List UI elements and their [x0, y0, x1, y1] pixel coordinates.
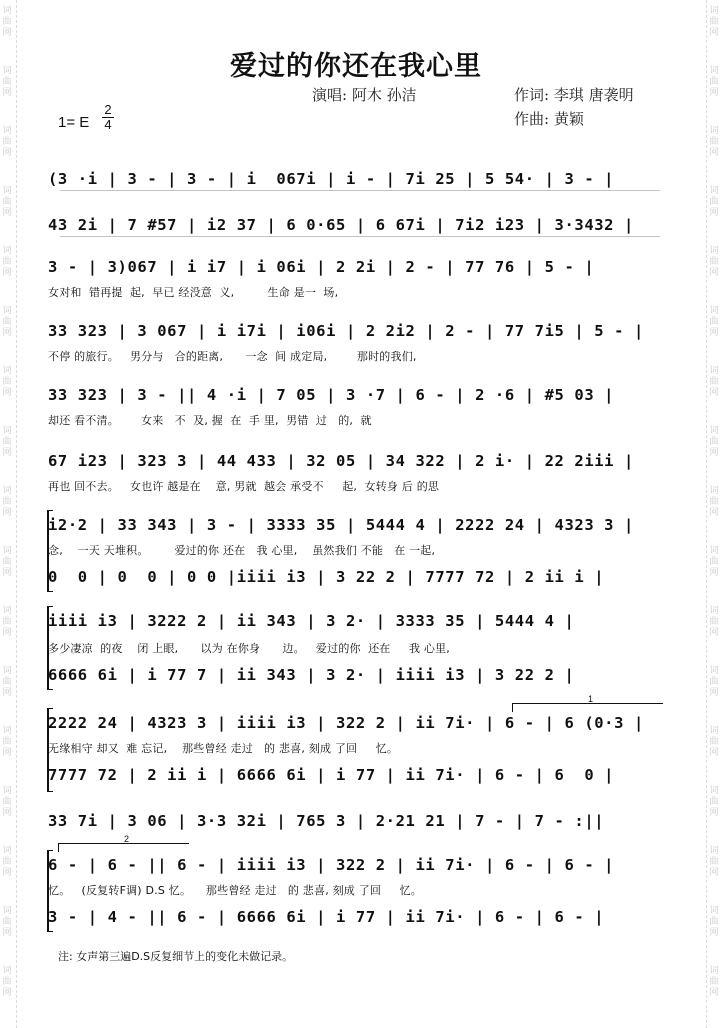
score-line-male: 3 - | 4 - || 6 - | 6666 6i | i 77 | ii 7i· | 6 - | 6 - | [48, 908, 605, 926]
watermark-text: 词曲网 [709, 186, 719, 218]
lyric-line: 再也 回不去。 女也许 越是在 意, 男就 越会 承受不 起, 女转身 后 的思 [48, 480, 440, 493]
watermark-text: 词曲网 [709, 666, 719, 698]
watermark-text: 词曲网 [709, 546, 719, 578]
watermark-text: 词曲网 [2, 366, 12, 398]
lyric-line: 无缘相守 却又 难 忘记, 那些曾经 走过 的 悲喜, 刻成 了回 忆。 [48, 742, 399, 755]
watermark-text: 词曲网 [709, 486, 719, 518]
watermark-text: 词曲网 [2, 306, 12, 338]
watermark-text: 词曲网 [709, 726, 719, 758]
key-signature: 1= E [58, 114, 90, 131]
watermark-text: 词曲网 [709, 786, 719, 818]
volta-label: 2 [124, 834, 130, 844]
watermark-text: 词曲网 [709, 6, 719, 38]
watermark-text: 词曲网 [2, 426, 12, 458]
volta-bracket-2 [58, 834, 189, 852]
lyric-line: 女对和 错再提 起, 早已 经没意 义, 生命 是一 场, [48, 286, 339, 299]
watermark-text: 词曲网 [2, 66, 12, 98]
watermark-text: 词曲网 [2, 606, 12, 638]
song-title: 爱过的你还在我心里 [230, 51, 482, 82]
score-line-male: 0 0 | 0 0 | 0 0 |iiii i3 | 3 22 2 | 7777 72 | 2 ii i | [48, 568, 605, 586]
watermark-text: 词曲网 [709, 426, 719, 458]
watermark-text: 词曲网 [2, 486, 12, 518]
watermark-text: 词曲网 [709, 966, 719, 998]
watermark-text: 词曲网 [2, 666, 12, 698]
score-line-female: iiii i3 | 3222 2 | ii 343 | 3 2· | 3333 35 | 5444 4 | [48, 612, 575, 630]
volta-bracket-1 [512, 694, 663, 712]
watermark-text: 词曲网 [709, 606, 719, 638]
score-line-female: i2·2 | 33 343 | 3 - | 3333 35 | 5444 4 | 2222 24 | 4323 3 | [48, 516, 634, 534]
watermark-text: 词曲网 [709, 66, 719, 98]
score-line-male: 7777 72 | 2 ii i | 6666 6i | i 77 | ii 7i· | 6 - | 6 0 | [48, 766, 615, 784]
watermark-text: 词曲网 [2, 846, 12, 878]
watermark-text: 词曲网 [2, 546, 12, 578]
score-line: (3 ·i | 3 - | 3 - | i 067i | i - | 7i 25 | 5 54· | 3 - | [48, 170, 615, 188]
watermark-text: 词曲网 [709, 246, 719, 278]
lyric-line: 不停 的旅行。 男分与 合的距离, 一念 间 成定局, 那时的我们, [48, 350, 417, 363]
watermark-right [706, 0, 723, 1028]
score-line-male: 6666 6i | i 77 7 | ii 343 | 3 2· | iiii i3 | 3 22 2 | [48, 666, 575, 684]
score-line: 67 i23 | 323 3 | 44 433 | 32 05 | 34 322 | 2 i· | 22 2iii | [48, 452, 634, 470]
underline-rule [60, 236, 660, 237]
watermark-left [0, 0, 17, 1028]
watermark-text: 词曲网 [709, 126, 719, 158]
watermark-text: 词曲网 [2, 966, 12, 998]
score-line-female: 2222 24 | 4323 3 | iiii i3 | 322 2 | ii 7i· | 6 - | 6 (0·3 | [48, 714, 644, 732]
watermark-text: 词曲网 [2, 186, 12, 218]
watermark-text: 词曲网 [2, 786, 12, 818]
watermark-text: 词曲网 [2, 126, 12, 158]
watermark-text: 词曲网 [709, 846, 719, 878]
watermark-text: 词曲网 [2, 6, 12, 38]
lyric-line: 却还 看不清。 女来 不 及, 握 在 手 里, 男错 过 的, 就 [48, 414, 372, 427]
lyric-line: 念, 一天 天堆积。 爱过的你 还在 我 心里, 虽然我们 不能 在 一起, [48, 544, 436, 557]
singer-credit: 演唱: 阿木 孙洁 [312, 86, 417, 104]
lyricist-credit: 作词: 李琪 唐袭明 [514, 86, 634, 104]
score-line: 33 323 | 3 - || 4 ·i | 7 05 | 3 ·7 | 6 - | 2 ·6 | #5 03 | [48, 386, 615, 404]
watermark-text: 词曲网 [2, 246, 12, 278]
score-line: 33 7i | 3 06 | 3·3 32i | 765 3 | 2·21 21 | 7 - | 7 - :|| [48, 812, 605, 830]
time-signature-bottom: 4 [104, 117, 112, 132]
watermark-text: 词曲网 [709, 306, 719, 338]
underline-rule [60, 190, 660, 191]
volta-label: 1 [588, 694, 594, 704]
score-line-female: 6 - | 6 - || 6 - | iiii i3 | 322 2 | ii 7i· | 6 - | 6 - | [48, 856, 615, 874]
watermark-text: 词曲网 [2, 906, 12, 938]
lyric-line: 忆。 (反复转F调) D.S 忆。 那些曾经 走过 的 悲喜, 刻成 了回 忆。 [48, 884, 422, 897]
time-signature [102, 104, 114, 131]
watermark-text: 词曲网 [2, 726, 12, 758]
composer-credit: 作曲: 黄颖 [514, 110, 584, 128]
time-signature-top: 2 [104, 102, 112, 117]
footnote: 注: 女声第三遍D.S反复细节上的变化未做记录。 [58, 950, 294, 963]
watermark-text: 词曲网 [709, 366, 719, 398]
watermark-text: 词曲网 [709, 906, 719, 938]
lyric-line: 多少凄凉 的夜 闭 上眼, 以为 在你身 边。 爱过的你 还在 我 心里, [48, 642, 450, 655]
score-line: 33 323 | 3 067 | i i7i | i06i | 2 2i2 | 2 - | 77 7i5 | 5 - | [48, 322, 644, 340]
score-line: 43 2i | 7 #57 | i2 37 | 6 0·65 | 6 67i | 7i2 i23 | 3·3432 | [48, 216, 634, 234]
score-line: 3 - | 3)067 | i i7 | i 06i | 2 2i | 2 - | 77 76 | 5 - | [48, 258, 595, 276]
